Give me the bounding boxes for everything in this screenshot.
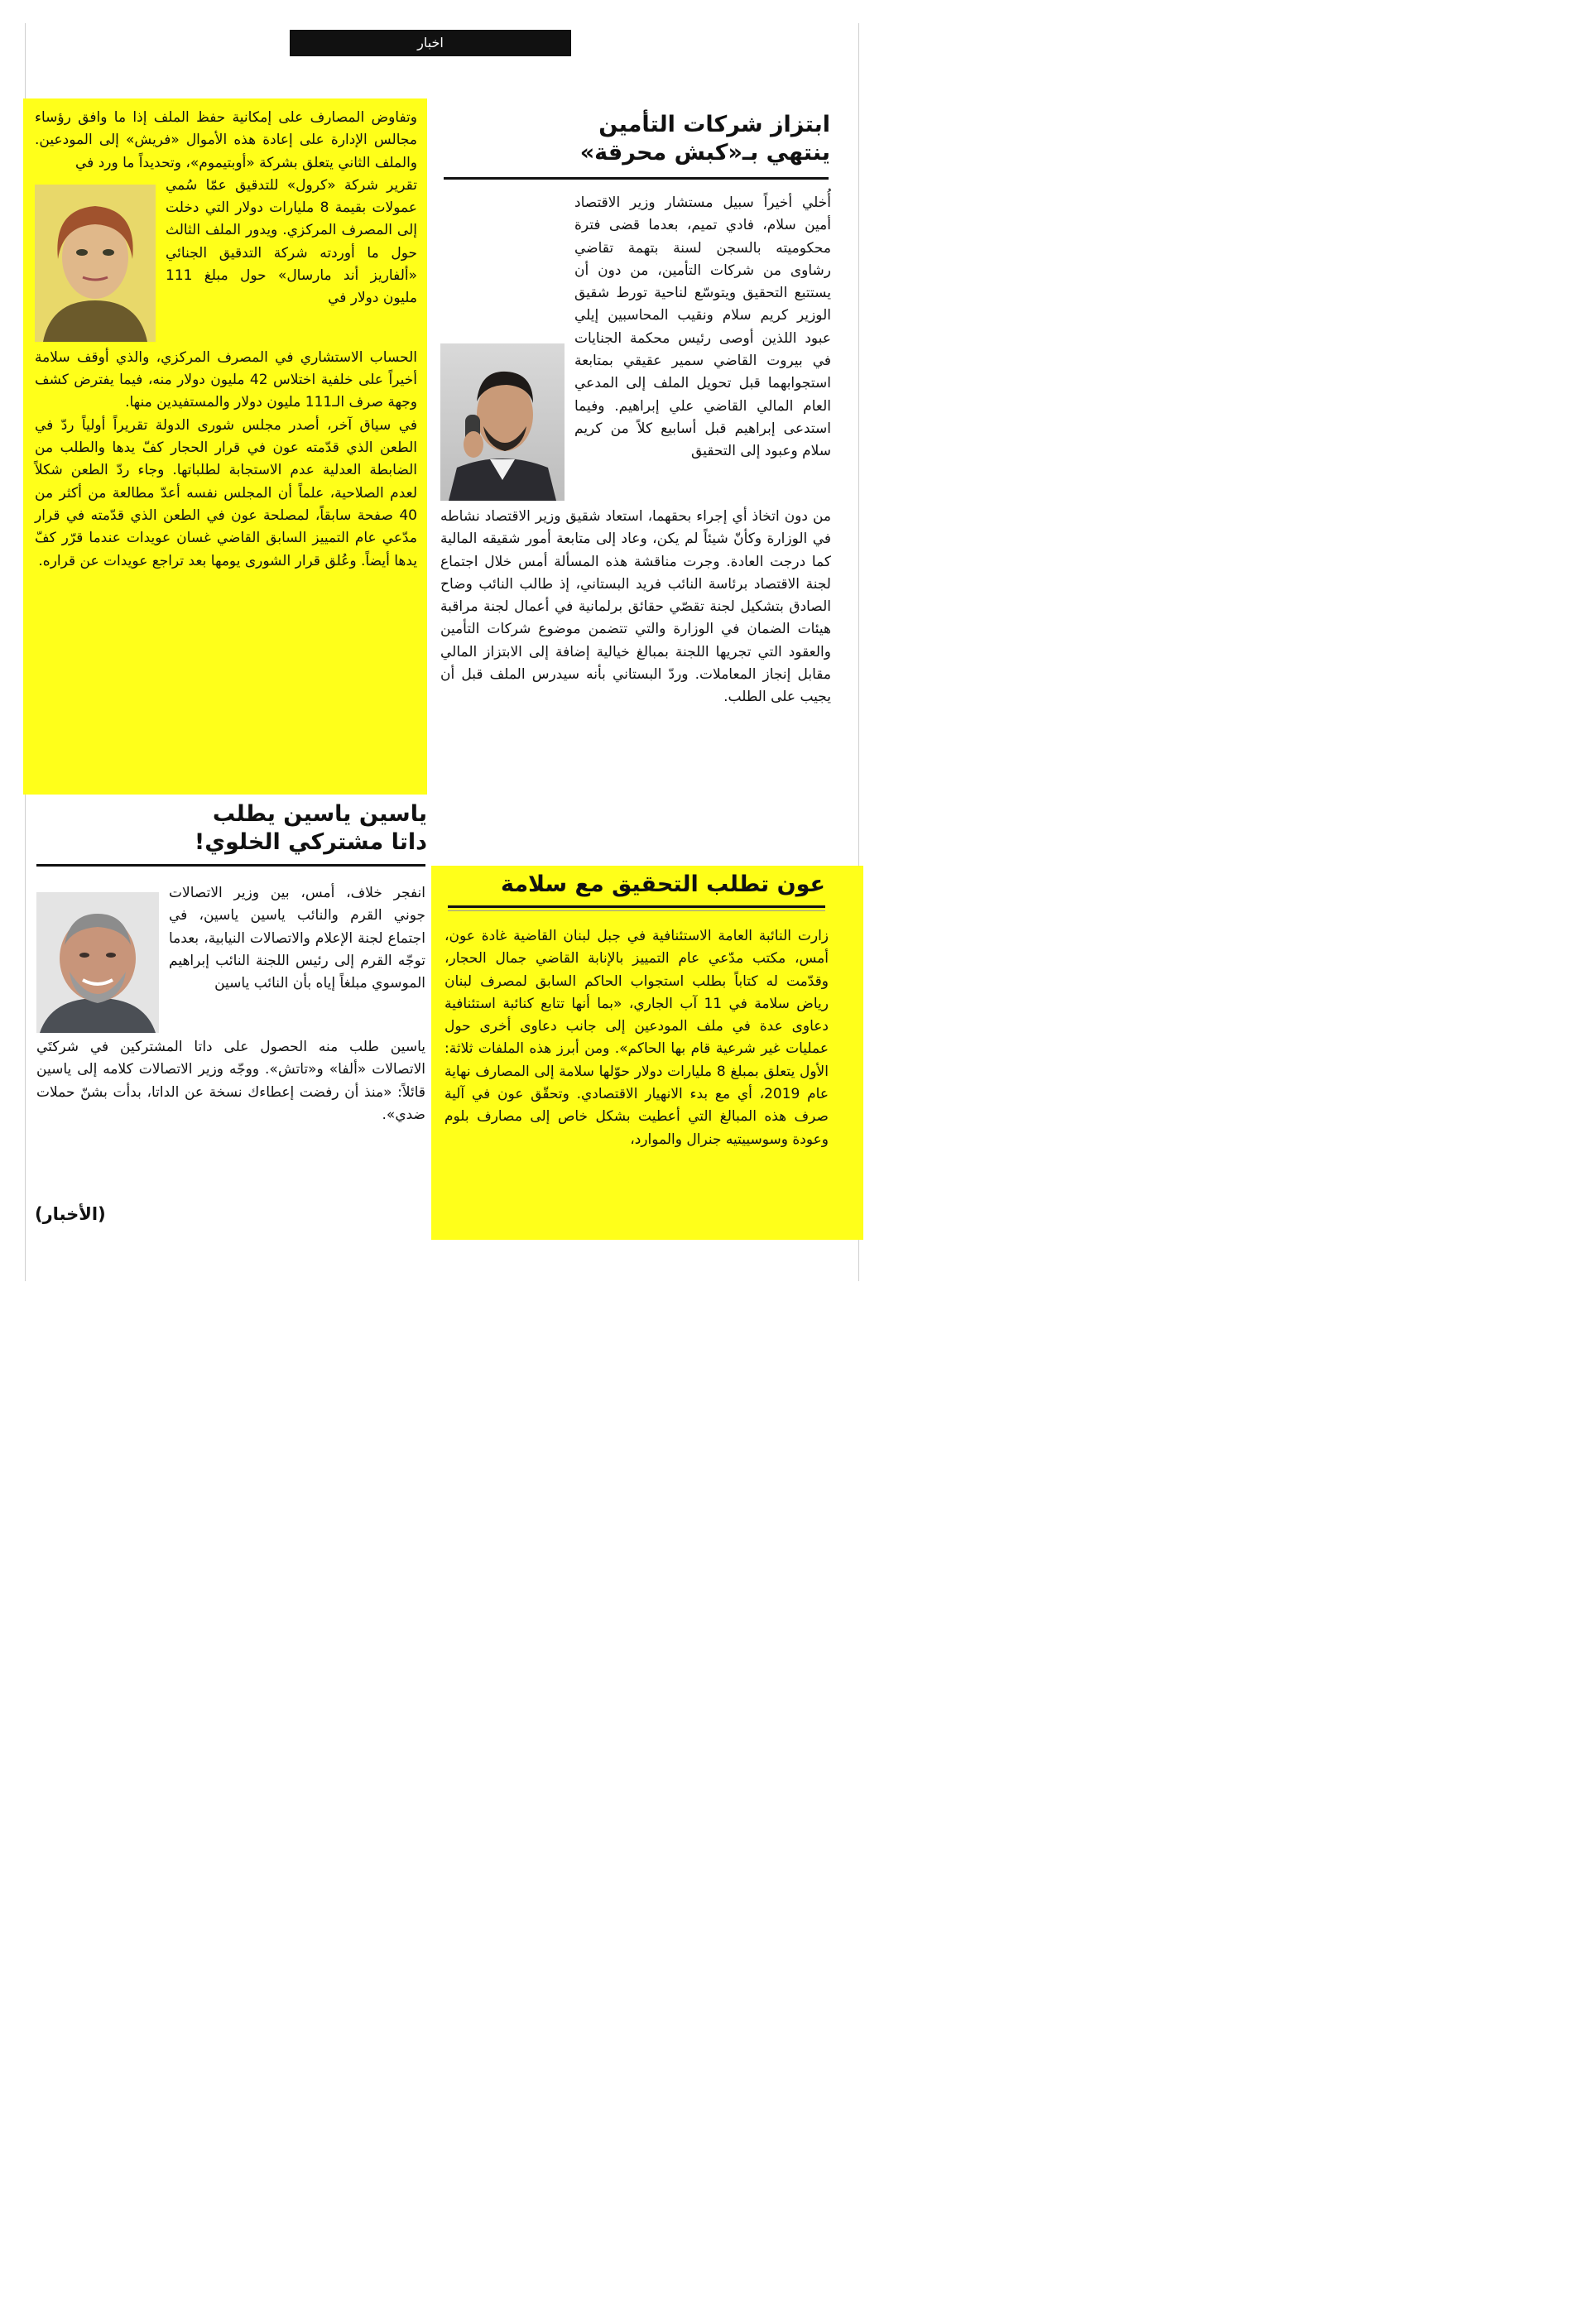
- photo-yassin-yassin: [36, 892, 159, 1033]
- headline-underline: [36, 864, 425, 867]
- yassin-body: [36, 882, 425, 1126]
- aoun-continued-body: [35, 107, 417, 573]
- photo-ghada-aoun: [35, 185, 156, 342]
- aoun-continued-wrap: تقرير شركة «كرول» للتدقيق عمّا سُمي عمولات بقيمة 8 مليارات دولار التي دخلت إلى المصرف المركزي. ويدور الملف الثالث حول ما أوردته شركة التدقيق الجنائي «ألفاريز أند مارسال» حول مبلغ 111 مليون دولار في: [166, 176, 417, 307]
- section-label: اخبار: [290, 30, 571, 56]
- headline-line-1: ياسين ياسين يطلب: [212, 801, 427, 827]
- headline-line-2: داتا مشتركي الخلوي!: [194, 829, 427, 855]
- headline-line-2: ينتهي بـ«كبش محرقة»: [579, 140, 830, 166]
- aoun-body: زارت النائبة العامة الاستئنافية في جبل لبنان القاضية غادة عون، أمس، مكتب مدّعي عام التمييز بالإنابة القاضي جمال الحجار، وقدّمت له كتاباً بطلب استجواب الحاكم السابق لمصرف لبنان رياض سلامة في 11 آب الجاري، «بما أنها تتابع كنائبة استئنافية دعاوى عدة في ملف المودعين إلى جانب دعاوى أخرى حول عمليات غير شرعية قام بها الحاكم». ومن أبرز هذه الملفات ثلاثة: الأول يتعلق بمبلغ 8 مليارات دولار حوّلها سلامة إلى المصارف نهاية عام 2019، أي مع بدء الانهيار الاقتصادي. وتحقّق عون في آلية صرف هذه المبالغ التي أعطيت بشكل خاص إلى مصارف بلوم وعودة وسوسييتيه جنرال والموارد،: [444, 928, 829, 1148]
- headline-underline: [444, 177, 829, 180]
- aoun-continued-full: الحساب الاستشاري في المصرف المركزي، والذي أوقف سلامة أخيراً على خلفية اختلاس 42 مليون دولار منه، فيما يفترض كشف وجهة صرف الـ111 مليون دولار والمستفيدين منها.: [35, 348, 417, 411]
- aoun-continued-top: وتفاوض المصارف على إمكانية حفظ الملف إذا ما وافق رؤساء مجالس الإدارة على إعادة هذه الأموال «فريش» إلى المودعين. والملف الثاني يتعلق بشركة «أوبتيموم»، وتحديداً ما ورد في: [35, 109, 417, 171]
- aoun-continued-council: في سياق آخر، أصدر مجلس شورى الدولة تقريراً أولياً ردّ في الطعن الذي قدّمته عون في قرار الحجار كفّ يدها والطلب من الضابطة العدلية عدم الاستجابة لطلباتها. وجاء ردّ الطعن شكلاً لعدم الصلاحية، علماً أن المجلس نفسه أعدّ مطالعة من أكثر من 40 صفحة سابقاً، لمصلحة عون في الطعن الذي قدّمته في قرار مدّعي عام التمييز السابق القاضي غسان عويدات عندما قرّر كفّ يدها أيضاً. وعُلق قرار الشورى يومها بعد تراجع عويدات عن قراره.: [35, 416, 417, 569]
- aoun-continued-box: [23, 98, 427, 795]
- yassin-body-wrap: انفجر خلاف، أمس، بين وزير الاتصالات جوني القرم والنائب ياسين ياسين، في اجتماع لجنة الإعلام والاتصالات النيابية، بعدما توجّه القرم إلى رئيس اللجنة النائب إبراهيم الموسوي مبلغاً إياه بأن النائب ياسين: [169, 885, 425, 992]
- insurance-body-full: من دون اتخاذ أي إجراء بحقهما، استعاد شقيق وزير الاقتصاد نشاطه في الوزارة وكأنّ شيئاً لم يكن، وعاد إلى متابعة أمور شقيقه المالية كما درجت العادة. وجرت مناقشة هذه المسألة أمس خلال اجتماع لجنة الاقتصاد برئاسة النائب فريد البستاني، إذ طالب النائب وضاح الصادق بتشكيل لجنة تقصّي حقائق برلمانية في أعمال لجنة مراقبة هيئات الضمان في الوزارة والتي تتضمن موضوع شركات التأمين والعقود التي تجريها اللجنة بمبالغ خيالية إضافة إلى الابتزاز المالي مقابل إنجاز المعاملات. وردّ البستاني بأنه سيدرس الملف قبل أن يجيب على الطلب.: [440, 508, 831, 706]
- headline-underline-thin: [448, 910, 825, 911]
- photo-fadi-tamim: [440, 343, 565, 501]
- headline-yassin: [30, 800, 427, 857]
- headline-insurance: [441, 111, 830, 167]
- headline-underline: [448, 905, 825, 908]
- credit-al-akhbar: (الأخبار): [35, 1204, 106, 1224]
- yassin-body-full: ياسين طلب منه الحصول على داتا المشتركين في شركتَي الاتصالات «ألفا» و«تاتش». ووجّه وزير الاتصالات كلامه إلى ياسين قائلاً: «منذ أن رفضت إعطاءك نسخة عن الداتا، بدأت بشنّ حملات ضدي».: [36, 1039, 425, 1123]
- headline-aoun: عون تطلب التحقيق مع سلامة: [500, 872, 825, 897]
- insurance-body-wrap: أُخلي أخيراً سبيل مستشار وزير الاقتصاد أمين سلام، فادي تميم، بعدما قضى فترة محكوميته بالسجن لسنة بتهمة تقاضي رشاوى من شركات التأمين، من دون أن يستتبع التحقيق ويتوسّع لناحية تورط شقيق الوزير كريم سلام ونقيب المحاسبين إيلي عبود اللذين أوصى رئيس محكمة الجنايات في بيروت القاضي سمير عقيقي بمتابعة استجوابهما قبل تحويل الملف إلى المدعي العام المالي القاضي علي إبراهيم. وفيما استدعى إبراهيم قبل أسابيع كلاً من كريم سلام وعبود إلى التحقيق: [574, 194, 831, 460]
- insurance-body: [440, 192, 831, 709]
- headline-line-1: ابتزاز شركات التأمين: [598, 112, 830, 137]
- aoun-box: [431, 866, 863, 1240]
